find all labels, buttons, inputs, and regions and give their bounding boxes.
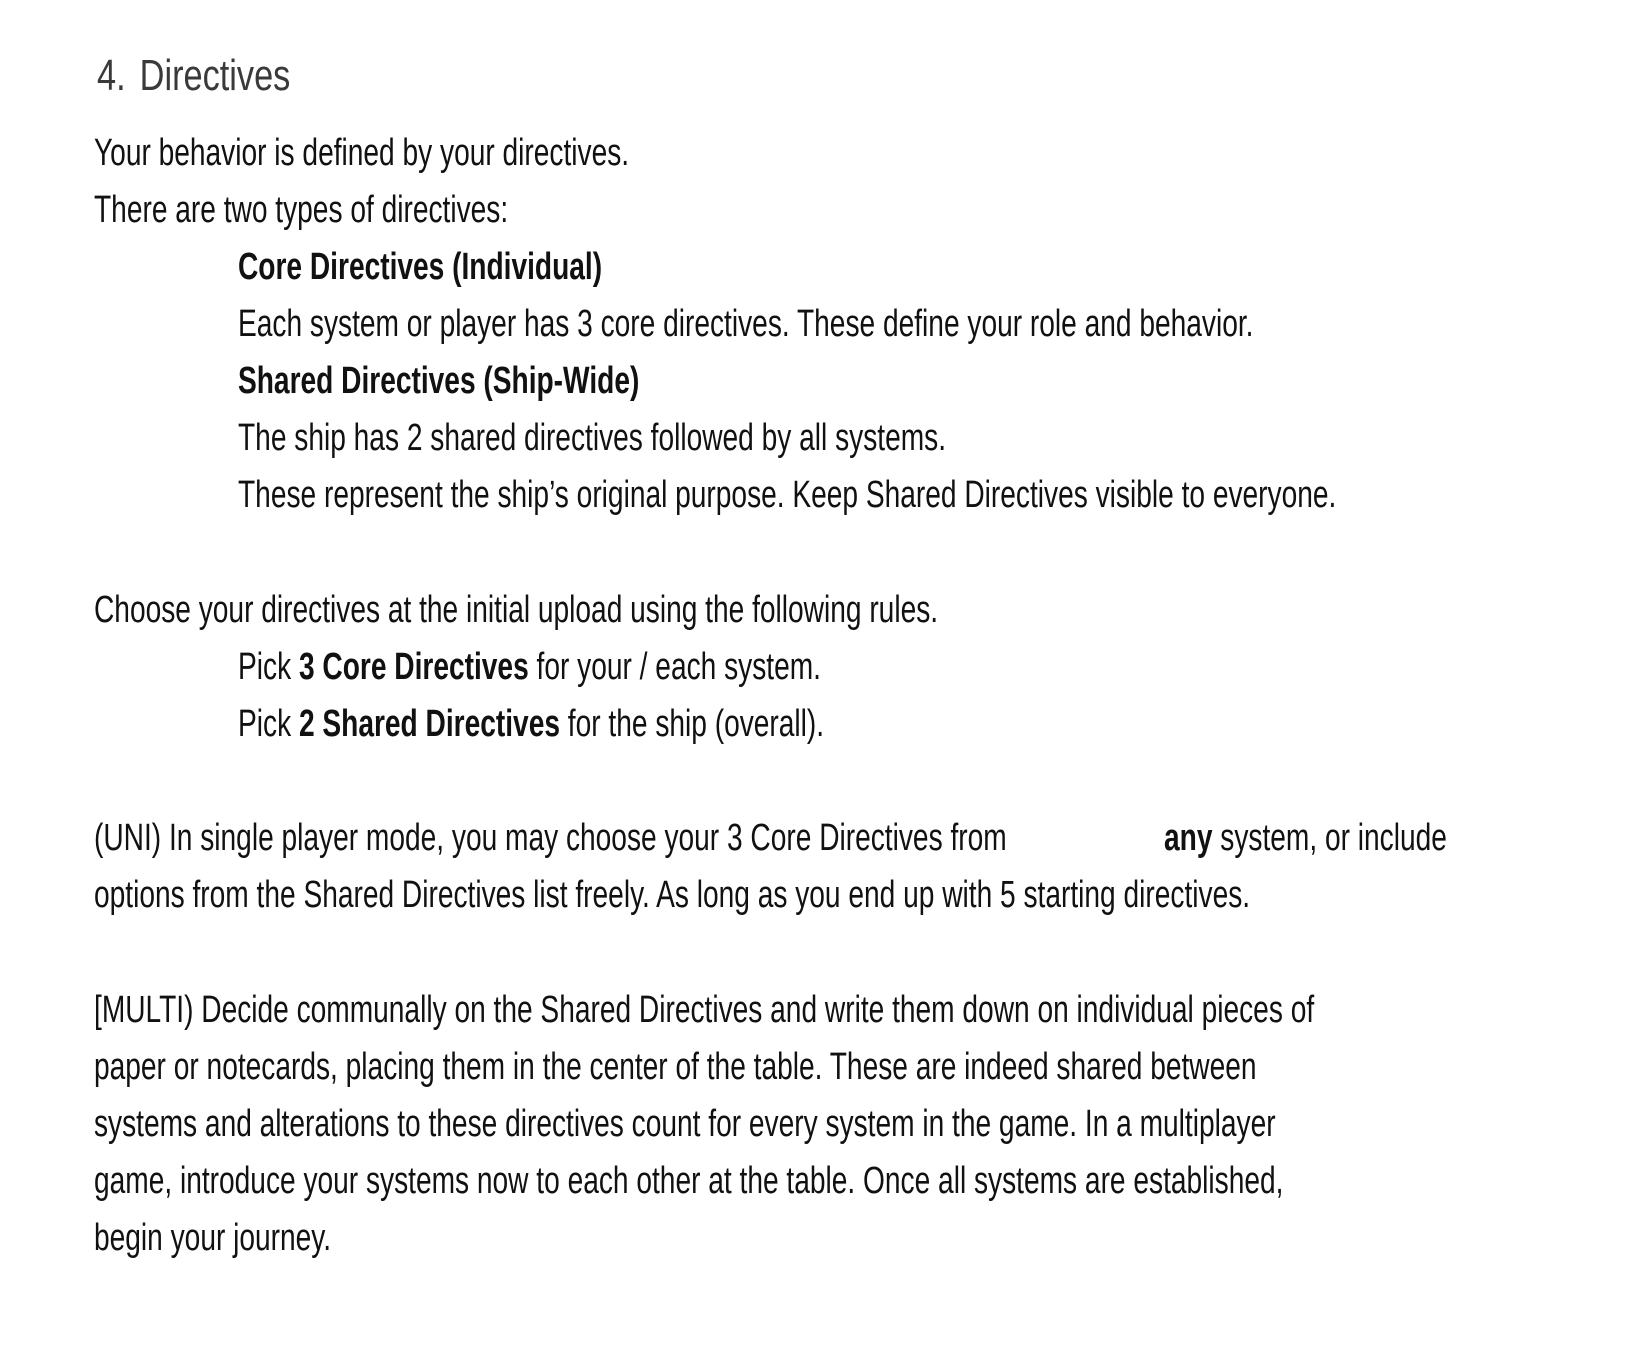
- intro-line-2: There are two types of directives:: [94, 189, 509, 231]
- section-number: 4.: [97, 51, 126, 100]
- core-directives-description: Each system or player has 3 core directives. These define your role and behavior.: [238, 303, 1254, 345]
- rules-intro: Choose your directives at the initial upload using the following rules.: [94, 589, 939, 631]
- section-heading: [97, 48, 290, 104]
- uni-any-bold: any: [1164, 817, 1213, 859]
- rule-shared-bold: 2 Shared Directives: [298, 703, 560, 745]
- uni-line-1-pre: (UNI) In single player mode, you may choose your 3 Core Directives from: [94, 817, 1007, 859]
- rule-shared-post: for the ship (overall).: [567, 703, 825, 745]
- rule-shared-pre: Pick: [238, 703, 292, 745]
- multi-line-5: begin your journey.: [94, 1217, 332, 1259]
- shared-directives-title: Shared Directives (Ship-Wide): [238, 360, 640, 402]
- rule-core-pre: Pick: [238, 646, 292, 688]
- rule-core-post: for your / each system.: [536, 646, 821, 688]
- multi-line-4: game, introduce your systems now to each other at the table. Once all systems are established,: [94, 1160, 1284, 1202]
- rule-core: [238, 642, 821, 692]
- rule-core-bold: 3 Core Directives: [298, 646, 529, 688]
- multi-line-1: [MULTI) Decide communally on the Shared Directives and write them down on individual pieces of: [94, 989, 1315, 1031]
- multi-line-3: systems and alterations to these directives count for every system in the game. In a multiplayer: [94, 1103, 1276, 1145]
- uni-line-1-tail: [1164, 813, 1447, 863]
- uni-line-2: options from the Shared Directives list freely. As long as you end up with 5 starting directives.: [94, 874, 1251, 916]
- uni-line-1-post: system, or include: [1220, 817, 1447, 859]
- intro-line-1: Your behavior is defined by your directives.: [94, 132, 630, 174]
- core-directives-title: Core Directives (Individual): [238, 246, 603, 288]
- shared-directives-description-1: The ship has 2 shared directives followed by all systems.: [238, 417, 947, 459]
- multi-line-2: paper or notecards, placing them in the center of the table. These are indeed shared between: [94, 1046, 1257, 1088]
- shared-directives-description-2: These represent the ship’s original purpose. Keep Shared Directives visible to everyone.: [238, 474, 1337, 516]
- rule-shared: [238, 699, 824, 749]
- section-title: Directives: [139, 51, 291, 100]
